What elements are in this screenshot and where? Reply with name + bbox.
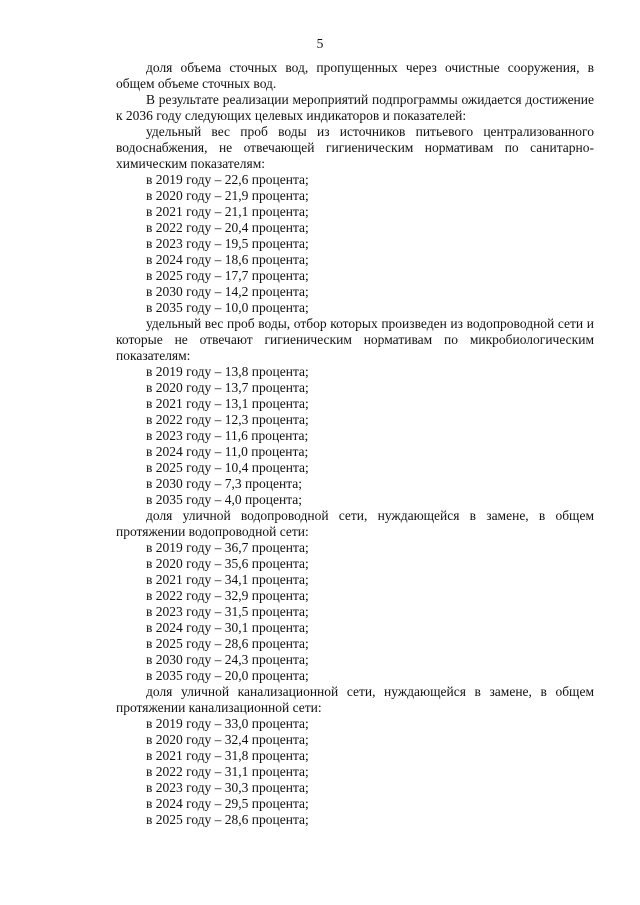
indicator-value: в 2030 году – 7,3 процента; — [146, 476, 303, 491]
indicator-value: в 2025 году – 28,6 процента; — [146, 636, 309, 651]
indicator-value: в 2019 году – 22,6 процента; — [146, 172, 309, 187]
indicator-value: в 2020 году – 13,7 процента; — [146, 380, 309, 395]
indicator-value: в 2019 году – 13,8 процента; — [146, 364, 309, 379]
indicator-value: в 2023 году – 31,5 процента; — [146, 604, 309, 619]
document-body — [116, 60, 594, 828]
indicator-value: в 2030 году – 14,2 процента; — [146, 284, 309, 299]
intro-paragraph-1: доля объема сточных вод, пропущенных через очистные сооружения, в общем объеме сточных вод. — [116, 60, 594, 91]
indicator-value: в 2025 году – 17,7 процента; — [146, 268, 309, 283]
indicator-value: в 2020 году – 32,4 процента; — [146, 732, 309, 747]
indicator-value: в 2021 году – 13,1 процента; — [146, 396, 309, 411]
intro-paragraph-2: В результате реализации мероприятий подпрограммы ожидается достижение к 2036 году следующих целевых индикаторов и показателей: — [116, 92, 594, 123]
indicator-value: в 2019 году – 36,7 процента; — [146, 540, 309, 555]
indicator-value: в 2021 году – 34,1 процента; — [146, 572, 309, 587]
indicator-title-microbiological: удельный вес проб воды, отбор которых произведен из водопроводной сети и которые не отвечают гигиеническим нормативам по микробиологическим показателям: — [116, 316, 594, 363]
indicator-title-sewer-network: доля уличной канализационной сети, нуждающейся в замене, в общем протяжении канализационной сети: — [116, 684, 594, 715]
indicator-title-sanitary-chemical: удельный вес проб воды из источников питьевого централизованного водоснабжения, не отвечающей гигиеническим нормативам по санитарно-химическим показателям: — [116, 124, 594, 171]
indicator-value: в 2035 году – 20,0 процента; — [146, 668, 309, 683]
indicator-value: в 2022 году – 32,9 процента; — [146, 588, 309, 603]
indicator-value: в 2035 году – 4,0 процента; — [146, 492, 303, 507]
indicator-value: в 2022 году – 31,1 процента; — [146, 764, 309, 779]
indicator-value: в 2025 году – 10,4 процента; — [146, 460, 309, 475]
indicator-value: в 2024 году – 11,0 процента; — [146, 444, 309, 459]
indicator-value: в 2019 году – 33,0 процента; — [146, 716, 309, 731]
indicator-value: в 2022 году – 20,4 процента; — [146, 220, 309, 235]
indicator-value: в 2023 году – 30,3 процента; — [146, 780, 309, 795]
page-number: 5 — [316, 36, 324, 51]
indicator-value: в 2024 году – 18,6 процента; — [146, 252, 309, 267]
indicator-title-water-network: доля уличной водопроводной сети, нуждающейся в замене, в общем протяжении водопроводной сети: — [116, 508, 594, 539]
indicator-value: в 2021 году – 21,1 процента; — [146, 204, 309, 219]
indicator-value: в 2020 году – 35,6 процента; — [146, 556, 309, 571]
indicator-value: в 2020 году – 21,9 процента; — [146, 188, 309, 203]
indicator-value: в 2025 году – 28,6 процента; — [146, 812, 309, 827]
indicator-value: в 2022 году – 12,3 процента; — [146, 412, 309, 427]
indicator-value: в 2021 году – 31,8 процента; — [146, 748, 309, 763]
indicator-value: в 2023 году – 11,6 процента; — [146, 428, 309, 443]
indicator-value: в 2023 году – 19,5 процента; — [146, 236, 309, 251]
indicator-value: в 2035 году – 10,0 процента; — [146, 300, 309, 315]
indicator-value: в 2024 году – 29,5 процента; — [146, 796, 309, 811]
indicator-value: в 2024 году – 30,1 процента; — [146, 620, 309, 635]
indicator-value: в 2030 году – 24,3 процента; — [146, 652, 309, 667]
